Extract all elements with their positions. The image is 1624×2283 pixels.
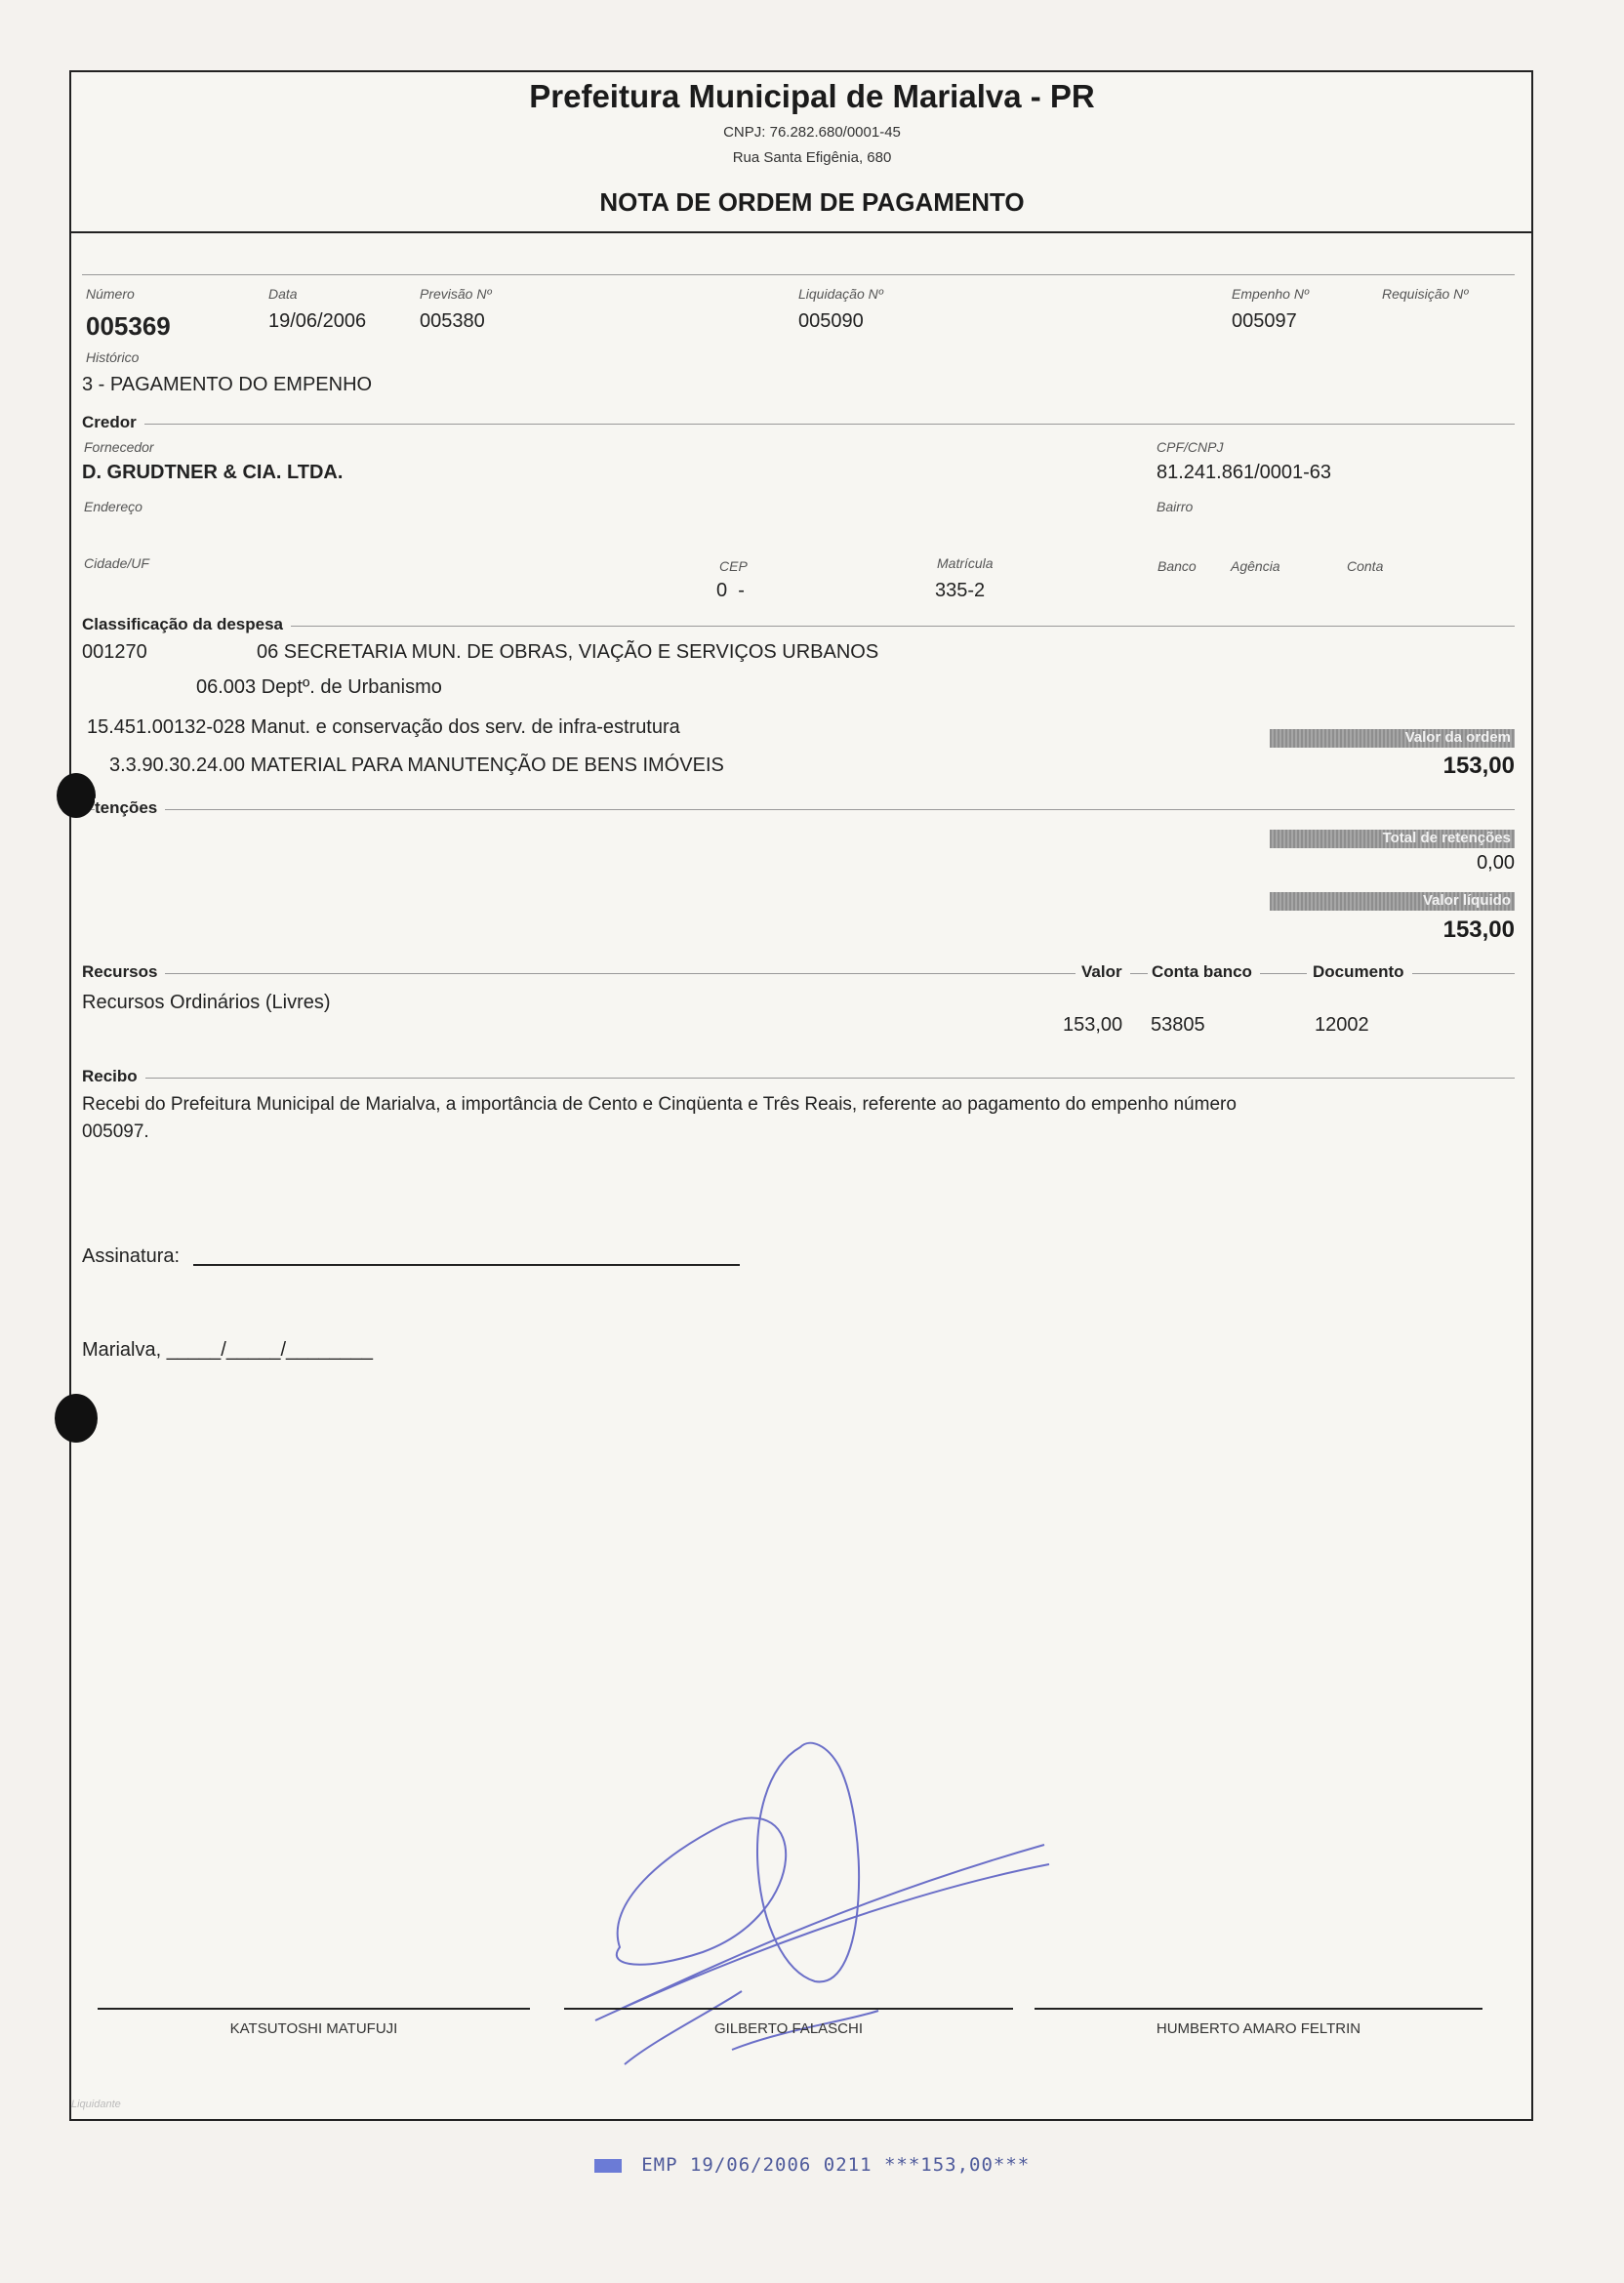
total-retencoes-label: Total de retenções (1382, 830, 1511, 846)
recibo-line-2: 005097. (82, 1121, 149, 1142)
agencia-label: Agência (1231, 558, 1280, 574)
recursos-documento-label: Documento (1307, 962, 1412, 982)
historico-value: 3 - PAGAMENTO DO EMPENHO (82, 374, 373, 395)
signature-line-2 (564, 2008, 1013, 2010)
valor-ordem-value: 153,00 (1442, 753, 1515, 779)
signature-line-3 (1035, 2008, 1482, 2010)
cidade-label: Cidade/UF (84, 555, 149, 571)
liquidacao-label: Liquidação Nº (798, 286, 883, 302)
retencoes-line (82, 809, 1515, 810)
credor-line (82, 424, 1515, 425)
cep-value: 0 - (716, 580, 745, 601)
cep-label: CEP (719, 558, 748, 574)
recursos-valor-label: Valor (1076, 962, 1130, 982)
fornecedor-value: D. GRUDTNER & CIA. LTDA. (82, 462, 344, 483)
requisicao-label: Requisição Nº (1382, 286, 1469, 302)
programa-text: 15.451.00132-028 Manut. e conservação dos serv. de infra-estrutura (87, 716, 680, 738)
valor-ordem-label: Valor da ordem (1404, 729, 1511, 746)
header-divider (70, 231, 1532, 233)
empenho-value: 005097 (1232, 310, 1297, 332)
signatory-2: GILBERTO FALASCHI (714, 2020, 863, 2037)
total-retencoes-bar (1270, 830, 1515, 848)
historico-label: Histórico (86, 349, 140, 365)
secretaria-text: 06 SECRETARIA MUN. DE OBRAS, VIAÇÃO E SERVIÇOS URBANOS (257, 641, 879, 663)
credor-section: Credor (82, 413, 144, 432)
matricula-value: 335-2 (935, 580, 986, 601)
cpf-label: CPF/CNPJ (1157, 439, 1224, 455)
bairro-label: Bairro (1157, 499, 1194, 514)
classificacao-section: Classificação da despesa (82, 615, 291, 634)
data-value: 19/06/2006 (268, 310, 367, 332)
departamento-text: 06.003 Deptº. de Urbanismo (196, 676, 442, 698)
banco-label: Banco (1157, 558, 1197, 574)
recursos-conta: 53805 (1151, 1014, 1205, 1036)
recursos-line (82, 973, 1515, 974)
recibo-line-1: Recebi do Prefeitura Municipal de Marialva, a importância de Cento e Cinqüenta e Três Reais, referente ao pagamento do empenho número (82, 1094, 1237, 1115)
empenho-label: Empenho Nº (1232, 286, 1310, 302)
matricula-label: Matrícula (937, 555, 994, 571)
recursos-documento: 12002 (1315, 1014, 1369, 1036)
payment-stamp (0, 2154, 1624, 2176)
recursos-conta-label: Conta banco (1148, 962, 1260, 982)
data-label: Data (268, 286, 298, 302)
cpf-value: 81.241.861/0001-63 (1157, 462, 1332, 483)
recursos-valor: 153,00 (1063, 1014, 1123, 1036)
recursos-section: Recursos (82, 962, 165, 982)
numero-value: 005369 (86, 311, 171, 341)
classificacao-line (82, 626, 1515, 627)
elemento-text: 3.3.90.30.24.00 MATERIAL PARA MANUTENÇÃO DE BENS IMÓVEIS (109, 754, 724, 776)
endereco-label: Endereço (84, 499, 142, 514)
assinatura-line (193, 1264, 740, 1266)
document-title: NOTA DE ORDEM DE PAGAMENTO (599, 187, 1025, 217)
conta-label: Conta (1347, 558, 1384, 574)
stamp-text: EMP 19/06/2006 0211 ***153,00*** (641, 2154, 1031, 2176)
signature-line-1 (98, 2008, 530, 2010)
valor-ordem-bar (1270, 729, 1515, 748)
assinatura-label: Assinatura: (82, 1245, 181, 1267)
fornecedor-label: Fornecedor (84, 439, 154, 455)
stamp-logo-icon (594, 2159, 622, 2173)
valor-liquido-value: 153,00 (1442, 917, 1515, 943)
previsao-value: 005380 (420, 310, 485, 332)
total-retencoes-value: 0,00 (1477, 852, 1515, 874)
signatory-1: KATSUTOSHI MATUFUJI (229, 2020, 398, 2037)
cnpj-text: CNPJ: 76.282.680/0001-45 (723, 124, 901, 141)
numero-label: Número (86, 286, 135, 302)
valor-liquido-label: Valor líquido (1422, 892, 1511, 909)
hole-punch-mark (57, 773, 96, 818)
previsao-label: Previsão Nº (420, 286, 492, 302)
classificacao-code: 001270 (82, 641, 147, 663)
copy-label: Liquidante (71, 2099, 121, 2110)
recibo-section: Recibo (82, 1067, 145, 1086)
local-date-text: Marialva, _____/_____/________ (82, 1339, 374, 1361)
liquidacao-value: 005090 (798, 310, 864, 332)
recibo-line (82, 1078, 1515, 1079)
recursos-descricao: Recursos Ordinários (Livres) (82, 992, 331, 1013)
address-text: Rua Santa Efigênia, 680 (732, 149, 892, 166)
retencoes-section: tenções (95, 798, 165, 818)
signatory-3: HUMBERTO AMARO FELTRIN (1156, 2020, 1361, 2037)
order-top-line (82, 274, 1515, 275)
valor-liquido-bar (1270, 892, 1515, 911)
page-title: Prefeitura Municipal de Marialva - PR (529, 78, 1095, 114)
hole-punch-mark-2 (55, 1394, 98, 1443)
